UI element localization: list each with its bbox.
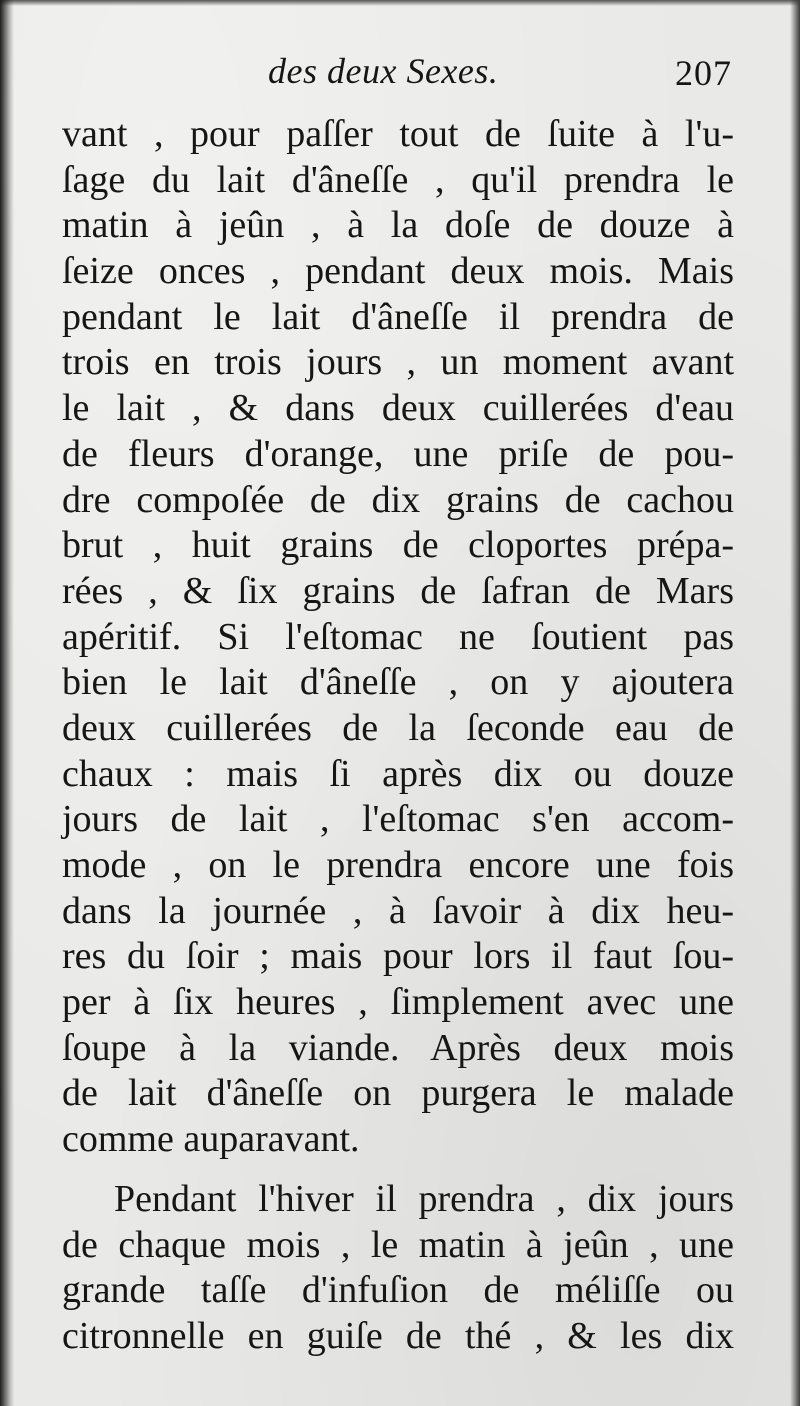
text-line: deux cuillerées de la ſeconde eau de [62,706,734,749]
text-line: vant , pour paſſer tout de ſuite à l'u- [62,113,734,155]
text-line: comme auparavant. [62,1118,360,1161]
paragraph-gap [62,1163,734,1177]
text-line: dans la journée , à ſavoir à dix heu- [62,889,734,932]
running-head: des deux Sexes. [268,51,499,91]
text-line: brut , huit grains de cloportes prépa- [62,524,734,567]
text-line: le lait , & dans deux cuillerées d'eau [62,387,734,430]
text-line: apéritif. Si l'eſtomac ne ſoutient pas [62,615,734,658]
text-line: ſeize onces , pendant deux mois. Mais [62,250,734,293]
text-line: dre compoſée de dix grains de cachou [62,478,734,521]
paragraph-1 [62,112,734,1163]
text-line: ſage du lait d'âneſſe , qu'il prendra le [62,158,734,201]
text-line: bien le lait d'âneſſe , on y ajoutera [62,661,734,704]
text-line: de fleurs d'orange, une priſe de pou- [62,432,734,475]
text-line: res du ſoir ; mais pour lors il faut ſou- [62,935,734,978]
text-line: rées , & ſix grains de ſafran de Mars [62,569,734,612]
text-line: ſoupe à la viande. Après deux mois [62,1026,734,1069]
text-line: matin à jeûn , à la doſe de douze à [62,204,734,247]
text-line: jours de lait , l'eſtomac s'en accom- [62,798,734,841]
text-line: de chaque mois , le matin à jeûn , une [62,1223,734,1266]
page-top-shadow [0,0,800,6]
text-line: Pendant l'hiver il prendra , dix jours [114,1177,734,1220]
text-line: grande taſſe d'infuſion de méliſſe ou [62,1269,734,1312]
text-line: pendant le lait d'âneſſe il prendra de [62,295,734,338]
text-line: de lait d'âneſſe on purgera le malade [62,1072,734,1115]
text-line: per à ſix heures , ſimplement avec une [62,981,734,1024]
text-line: citronnelle en guiſe de thé , & les dix [62,1314,734,1357]
page-left-shadow [0,0,14,1406]
text-line: trois en trois jours , un moment avant [62,341,734,384]
body-text [62,112,734,1360]
page-right-shadow [790,0,800,1406]
text-line: mode , on le prendra encore une fois [62,844,734,886]
text-line: chaux : mais ſi après dix ou douze [62,752,734,795]
page-number: 207 [675,53,732,93]
paragraph-2 [62,1177,734,1360]
